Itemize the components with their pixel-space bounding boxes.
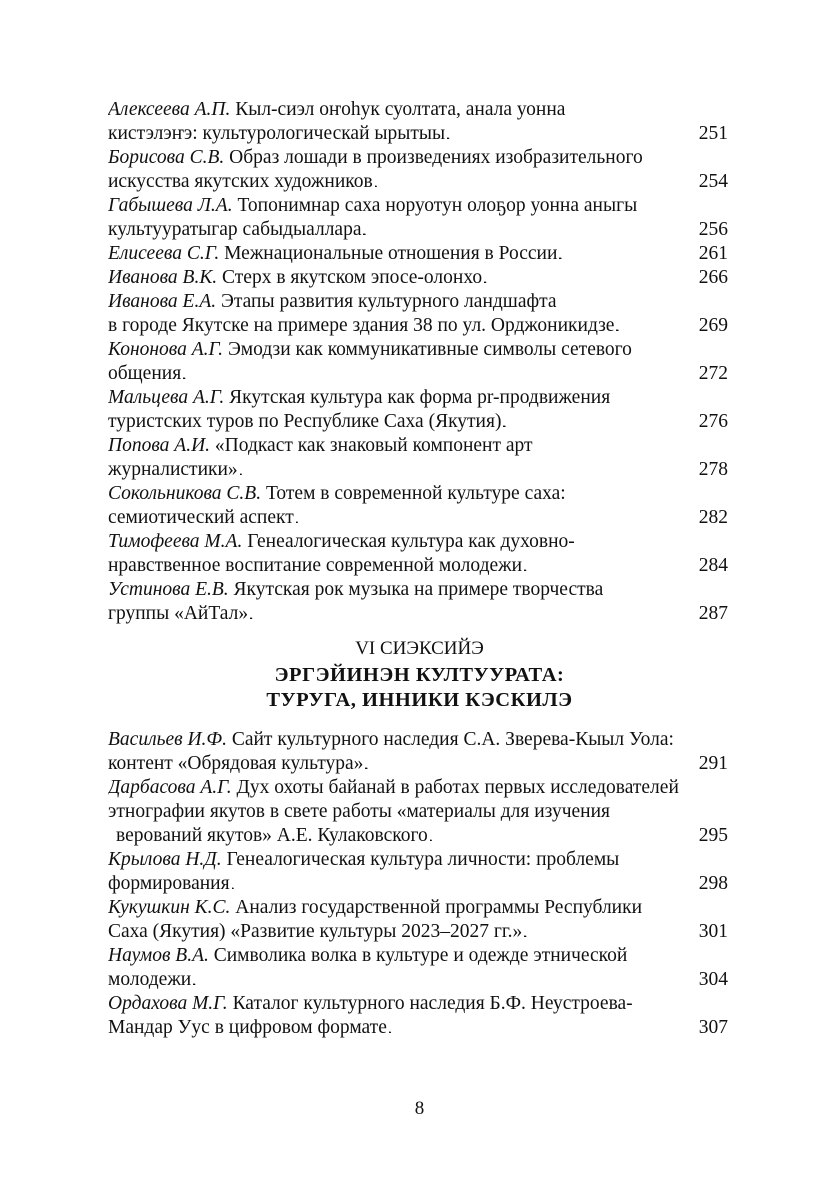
toc-entry-text xyxy=(108,242,557,266)
toc-author: Иванова В.К. xyxy=(108,267,218,288)
toc-title: Стерх в якутском эпосе-олонхо xyxy=(217,267,483,288)
toc-title: туристских туров по Республике Саха (Якутия) xyxy=(108,411,502,432)
toc-title: в городе Якутске на примере здания 38 по ул. Орджоникидзе xyxy=(108,315,615,336)
toc-list-bottom xyxy=(108,728,728,1040)
toc-entry-line xyxy=(108,800,728,824)
toc-title: этнографии якутов в свете работы «материалы для изучения xyxy=(108,801,611,822)
dot-leader xyxy=(447,122,697,146)
toc-title: Межнациональные отношения в России xyxy=(219,243,558,264)
toc-author: Габышева Л.А. xyxy=(108,195,233,216)
toc-author: Кононова А.Г. xyxy=(108,339,224,360)
toc-page-number: 282 xyxy=(698,507,728,528)
toc-entry-line xyxy=(108,992,728,1016)
toc-author: Елисеева С.Г. xyxy=(108,243,220,264)
toc-entry-line xyxy=(108,728,728,752)
toc-author: Кукушкин К.С. xyxy=(108,897,231,918)
toc-title: Сайт культурного наследия С.А. Зверева-Кыыл Уола: xyxy=(226,729,674,750)
toc-page-number: 301 xyxy=(698,921,728,942)
toc-entry-line xyxy=(108,848,728,872)
dot-leader xyxy=(430,824,697,848)
toc-title: Генеалогическая культура личности: проблемы xyxy=(221,849,620,870)
toc-page-number: 304 xyxy=(698,969,728,990)
dot-leader xyxy=(389,1016,697,1040)
toc-entry-line xyxy=(108,554,728,578)
toc-title: Эмодзи как коммуникативные символы сетевого xyxy=(223,339,632,360)
toc-entry-line xyxy=(108,602,728,626)
toc-entry-line xyxy=(108,122,728,146)
toc-title: нравственное воспитание современной молодежи xyxy=(108,555,523,576)
toc-author: Мальцева А.Г. xyxy=(108,387,225,408)
toc-author: Дарбасова А.Г. xyxy=(108,777,232,798)
toc-entry-line xyxy=(108,872,728,896)
toc-title: Тотем в современной культуре саха: xyxy=(261,483,566,504)
toc-page-number: 307 xyxy=(698,1017,728,1038)
dot-leader xyxy=(183,362,697,386)
toc-title: общения xyxy=(108,363,182,384)
toc-entry-line xyxy=(108,170,728,194)
toc-author: Иванова Е.А. xyxy=(108,291,217,312)
toc-entry-line xyxy=(108,434,728,458)
toc-title: Этапы развития культурного ландшафта xyxy=(216,291,557,312)
toc-page-number: 272 xyxy=(698,363,728,384)
toc-author: Ордахова М.Г. xyxy=(108,993,228,1014)
toc-title: Каталог культурного наследия Б.Ф. Неустроева- xyxy=(227,993,633,1014)
toc-author: Попова А.И. xyxy=(108,435,211,456)
toc-title: Анализ государственной программы Республики xyxy=(230,897,643,918)
toc-page-number: 276 xyxy=(698,411,728,432)
toc-title: Мандар Уус в цифровом формате xyxy=(108,1017,387,1038)
toc-entry-line xyxy=(108,98,728,122)
toc-entry-line xyxy=(108,290,728,314)
toc-page-number: 284 xyxy=(698,555,728,576)
dot-leader xyxy=(559,242,696,266)
toc-entry-line xyxy=(108,146,728,170)
toc-page-number: 256 xyxy=(698,219,728,240)
toc-entry-line xyxy=(108,776,728,800)
toc-entry-line xyxy=(108,458,728,482)
toc-entry-line xyxy=(108,968,728,992)
toc-entry-line xyxy=(108,410,728,434)
toc-entry-line xyxy=(108,752,728,776)
toc-title: молодежи xyxy=(108,969,192,990)
dot-leader xyxy=(240,458,697,482)
dot-leader xyxy=(484,266,697,290)
toc-page-number: 251 xyxy=(698,123,728,144)
toc-title: Якутская культура как форма pr-продвижения xyxy=(224,387,611,408)
toc-entry-line xyxy=(108,482,728,506)
toc-entry-line xyxy=(108,242,728,266)
toc-entry-line xyxy=(108,920,728,944)
toc-entry-text xyxy=(108,266,482,290)
toc-page-number: 266 xyxy=(698,267,728,288)
toc-list-top xyxy=(108,98,728,626)
dot-leader xyxy=(296,506,697,530)
toc-page-number: 261 xyxy=(698,243,728,264)
dot-leader xyxy=(363,218,696,242)
toc-author: Борисова С.В. xyxy=(108,147,225,168)
toc-page-number: 254 xyxy=(698,171,728,192)
toc-page-number: 295 xyxy=(698,825,728,846)
toc-entry-line xyxy=(108,314,728,338)
toc-page-number: 269 xyxy=(698,315,728,336)
toc-title: Генеалогическая культура как духовно- xyxy=(242,531,575,552)
toc-title: Саха (Якутия) «Развитие культуры 2023–2027 гг.» xyxy=(108,921,523,942)
toc-title: Дух охоты байанай в работах первых исследователей xyxy=(231,777,679,798)
toc-title: искусства якутских художников xyxy=(108,171,373,192)
toc-entry-line xyxy=(108,218,728,242)
toc-title: журналистики» xyxy=(108,459,238,480)
toc-author: Алексеева А.П. xyxy=(108,99,231,120)
toc-entry-line xyxy=(108,362,728,386)
toc-title: Образ лошади в произведениях изобразительного xyxy=(224,147,643,168)
section-number: VI СИЭКСИЙЭ xyxy=(355,638,484,659)
section-title-line-2: ТУРУГА, ИННИКИ КЭСКИЛЭ xyxy=(266,689,573,711)
toc-author: Васильев И.Ф. xyxy=(108,729,227,750)
toc-author: Устинова Е.В. xyxy=(108,579,229,600)
toc-page-number: 298 xyxy=(698,873,728,894)
page-number: 8 xyxy=(414,1098,425,1119)
toc-entry-line xyxy=(108,944,728,968)
toc-entry-line xyxy=(108,896,728,920)
toc-title: формирования xyxy=(108,873,230,894)
toc-entry-line xyxy=(108,578,728,602)
toc-entry-line xyxy=(108,266,728,290)
toc-entry-line xyxy=(108,824,728,848)
dot-leader xyxy=(375,170,697,194)
toc-author: Сокольникова С.В. xyxy=(108,483,262,504)
section-title-line-1: ЭРГЭЙИНЭН КУЛТУУРАТА: xyxy=(274,664,565,686)
toc-title: Кыл-сиэл оҥоһук суолтата, анала уонна xyxy=(230,99,566,120)
dot-leader xyxy=(524,554,697,578)
toc-entry-line xyxy=(108,338,728,362)
dot-leader xyxy=(365,752,696,776)
toc-page-number: 291 xyxy=(698,753,728,774)
toc-title: «Подкаст как знаковый компонент арт xyxy=(210,435,533,456)
toc-title: Символика волка в культуре и одежде этнической xyxy=(208,945,628,966)
dot-leader xyxy=(193,968,697,992)
toc-title: культууратыгар сабыдыаллара xyxy=(108,219,362,240)
toc-title: контент «Обрядовая культура» xyxy=(108,753,364,774)
toc-entry-line xyxy=(108,530,728,554)
toc-title: группы «АйТал» xyxy=(108,603,249,624)
toc-entry-line xyxy=(108,506,728,530)
toc-title: верований якутов» А.Е. Кулаковского xyxy=(116,825,428,846)
toc-title: семиотический аспект xyxy=(108,507,294,528)
toc-title: Топонимнар саха норуотун олоҕор уонна аныгы xyxy=(232,195,638,216)
toc-author: Тимофеева М.А. xyxy=(108,531,243,552)
toc-entry-line xyxy=(108,1016,728,1040)
toc-author: Наумов В.А. xyxy=(108,945,209,966)
dot-leader xyxy=(616,314,696,338)
dot-leader xyxy=(524,920,696,944)
toc-page-number: 287 xyxy=(698,603,728,624)
toc-entry-line xyxy=(108,194,728,218)
dot-leader xyxy=(503,410,696,434)
dot-leader xyxy=(250,602,697,626)
toc-entry-line xyxy=(108,386,728,410)
toc-author: Крылова Н.Д. xyxy=(108,849,222,870)
toc-title: кистэлэҥэ: культурологическай ырытыы xyxy=(108,123,446,144)
toc-title: Якутская рок музыка на примере творчества xyxy=(228,579,604,600)
toc-page-number: 278 xyxy=(698,459,728,480)
dot-leader xyxy=(232,872,697,896)
